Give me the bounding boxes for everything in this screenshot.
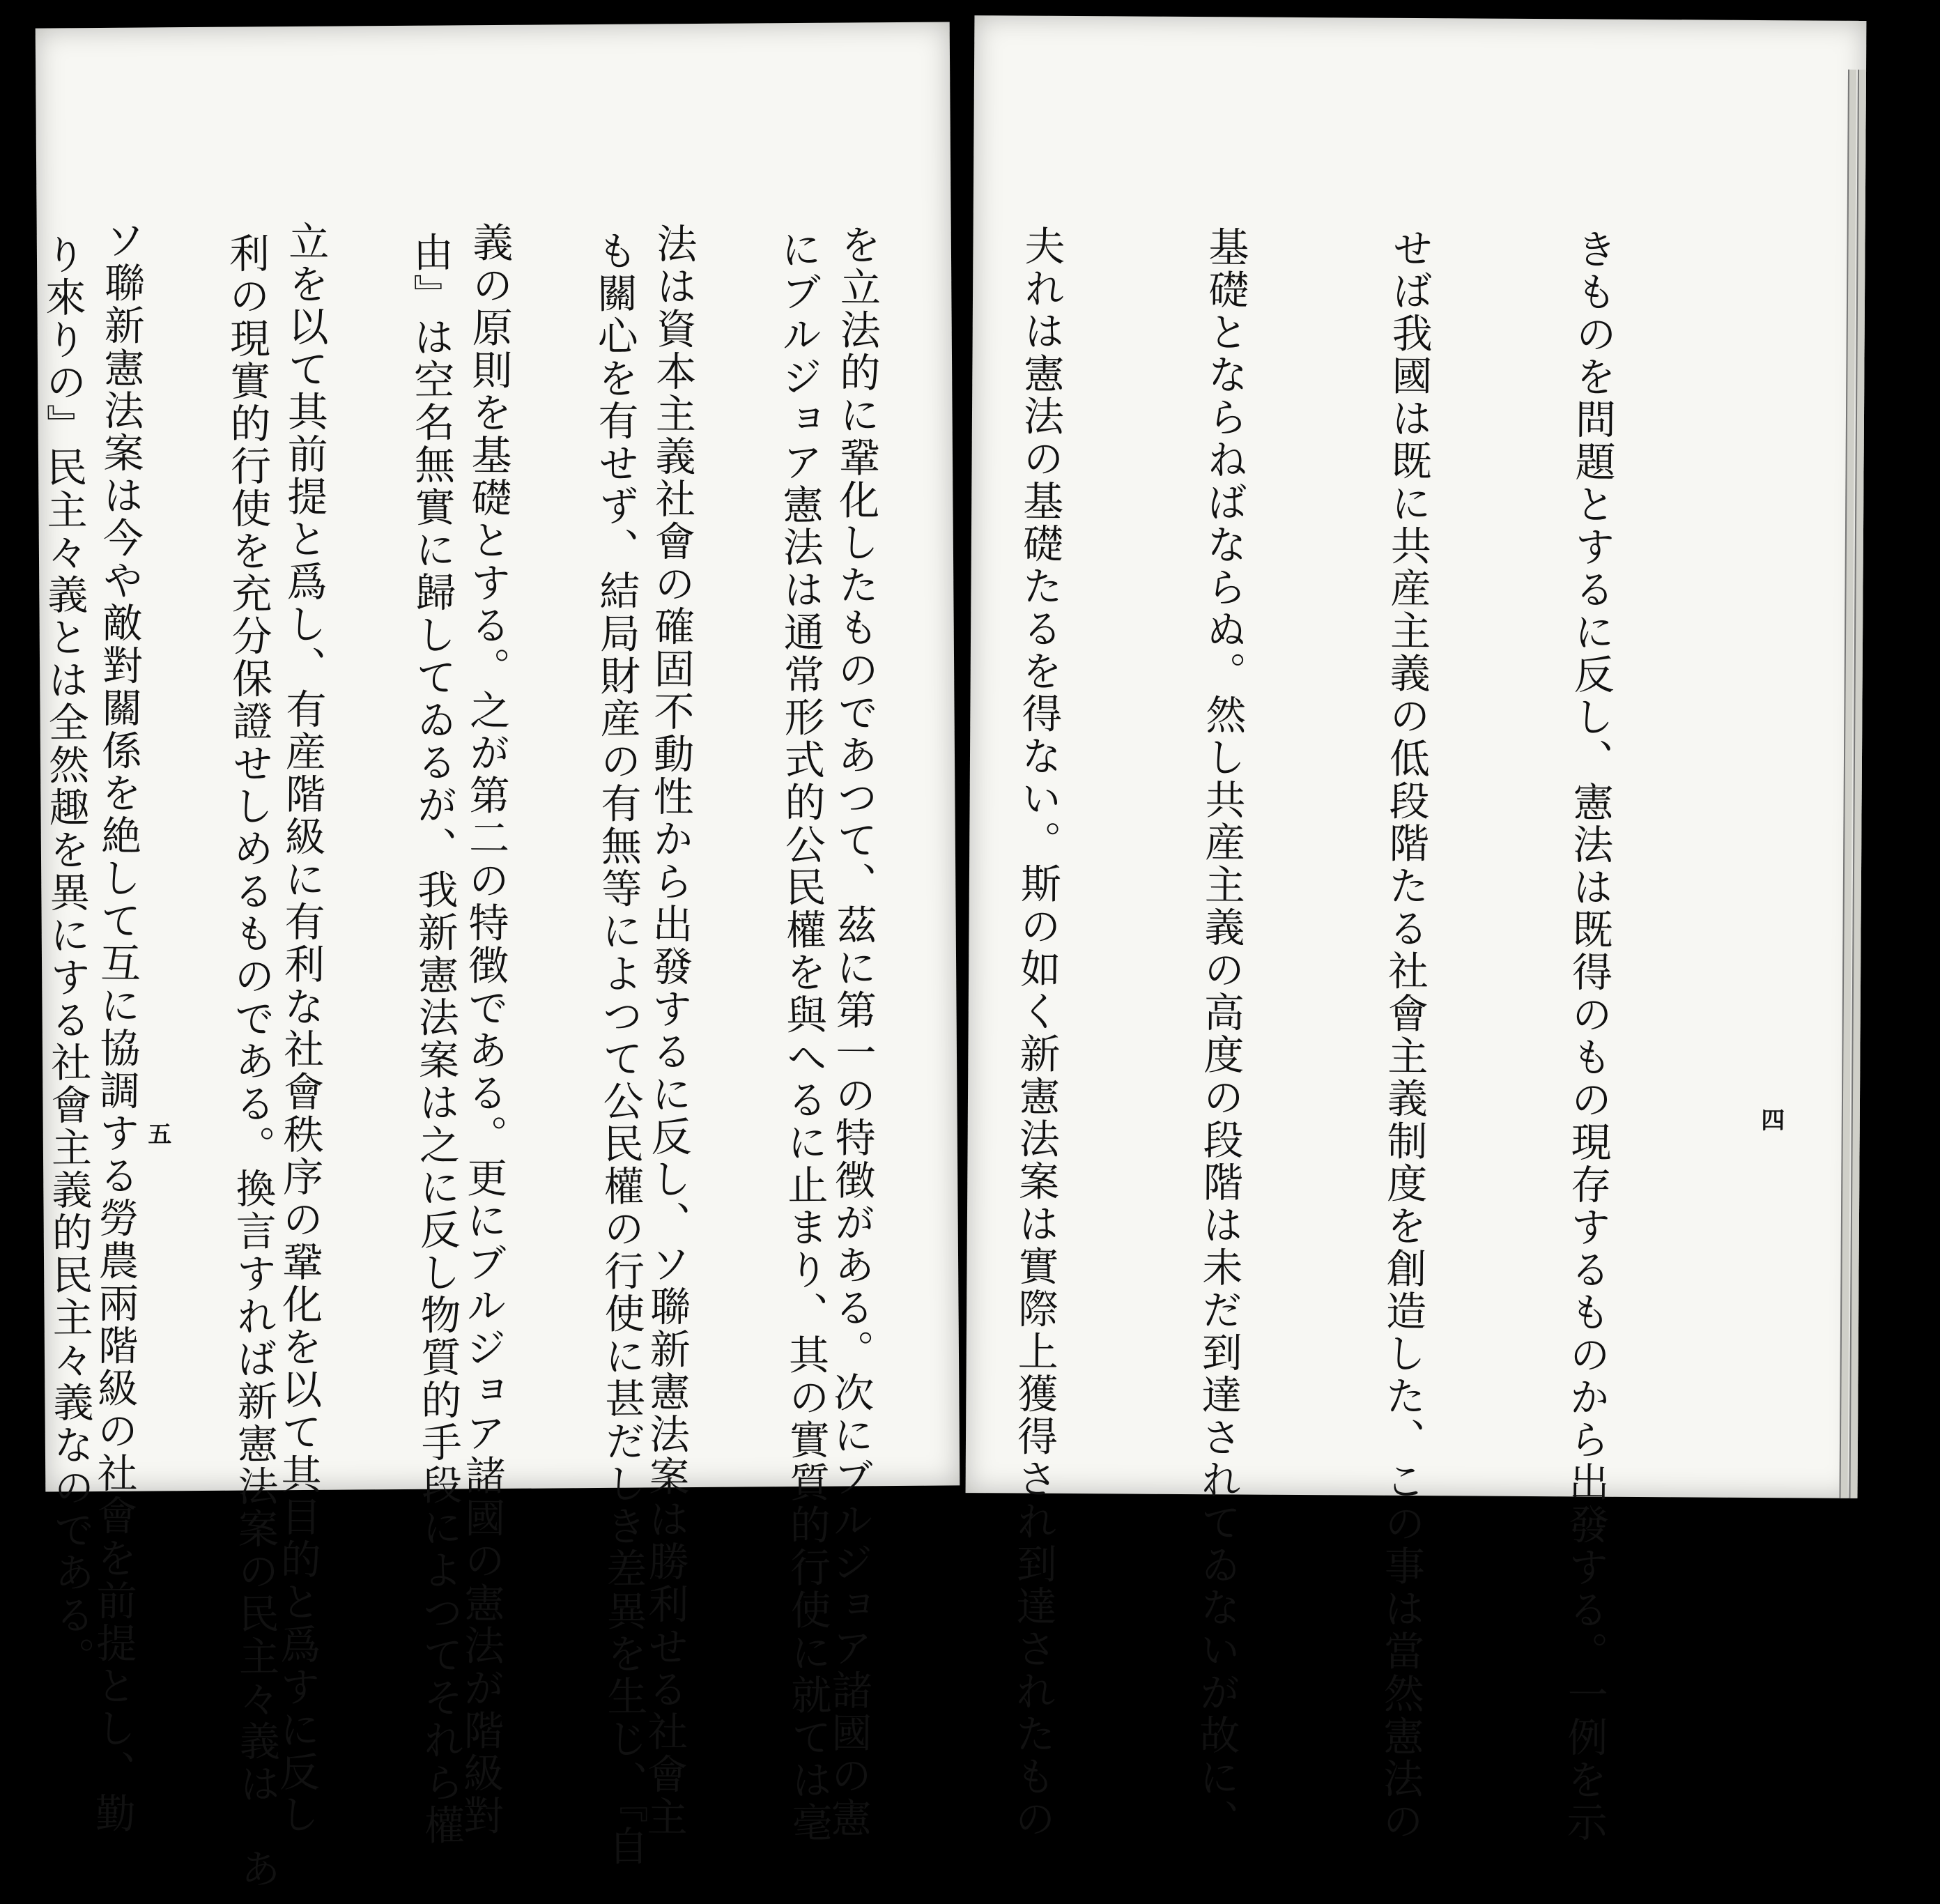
text-line: 立を以て其前提と爲し、有産階級に有利な社會秩序の鞏化を以て其目的と爲すに反し (272, 220, 330, 1836)
text-line: 法は資本主義社會の確固不動性から出發するに反し、ソ聯新憲法案は勝利せる社會主 (640, 222, 698, 1838)
text-line: も關心を有せず、結局財産の有無等によつて公民權の行使に甚だしき差異を生じ、『自 (590, 229, 649, 1868)
text-line: にブルジョア憲法は通常形式的公民權を與へるに止まり、其の實質的行使に就ては毫 (773, 228, 833, 1845)
text-line: を立法的に鞏化したものであつて、茲に第一の特徴がある。次にブルジョア諸國の憲 (824, 223, 882, 1840)
text-line: せば我國は既に共産主義の低段階たる社會主義制度を創造した、この事は當然憲法の (1376, 227, 1433, 1843)
right-page-body (0, 213, 1747, 1844)
text-line: 基礎とならねばならぬ。然し共産主義の高度の段階は未だ到達されてゐないが故に、 (1192, 226, 1249, 1842)
text-line: きものを問題とするに反し、憲法は既得のもの現存するものから出發する。一例を示 (1560, 228, 1617, 1844)
text-line: ソ聯新憲法案は今や敵對關係を絶して互に協調する勞農兩階級の社會を前提とし、勤 (88, 219, 146, 1835)
text-line: 由』は空名無實に歸してゐるが、我新憲法案は之に反し物質的手段によつてそれら權 (406, 231, 465, 1847)
text-line: 利の現實的行使を充分保證せしめるものである。換言すれば新憲法案の民主々義は あ (222, 232, 282, 1891)
text-line: り來りの』民主々義とは全然趣を異にする社會主義的民主々義なのである。 (38, 233, 96, 1680)
text-line: 夫れは憲法の基礎たるを得ない。斯の如く新憲法案は實際上獲得され到達されたもの (1008, 224, 1065, 1841)
text-line: 義の原則を基礎とする。之が第二の特徴である。更にブルジョア諸國の憲法が階級對 (456, 221, 514, 1838)
page-number: 五 (143, 1121, 171, 1146)
page-number: 四 (1756, 1107, 1785, 1132)
